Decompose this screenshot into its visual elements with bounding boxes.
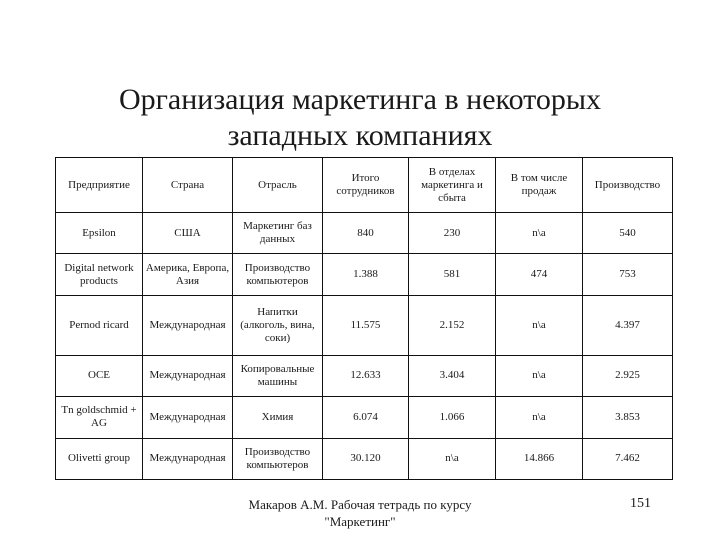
table-cell: 540 <box>583 213 673 254</box>
table-cell: Международная <box>143 355 233 396</box>
table-cell: 230 <box>409 213 496 254</box>
column-header: Итого сотрудников <box>323 158 409 213</box>
data-table-container <box>55 157 672 480</box>
table-row <box>56 295 673 355</box>
table-cell: Америка, Европа, Азия <box>143 254 233 295</box>
table-row <box>56 254 673 295</box>
table-cell: 2.925 <box>583 355 673 396</box>
table-row <box>56 397 673 438</box>
table-cell: Международная <box>143 397 233 438</box>
table-cell: Международная <box>143 295 233 355</box>
table-cell: 1.066 <box>409 397 496 438</box>
page-number: 151 <box>630 496 651 511</box>
column-header: В том числе продаж <box>496 158 583 213</box>
table-cell: Tn goldschmid + AG <box>56 397 143 438</box>
table-body <box>56 213 673 480</box>
column-header: В отделах маркетинга и сбыта <box>409 158 496 213</box>
table-cell: 6.074 <box>323 397 409 438</box>
table-header-row <box>56 158 673 213</box>
slide-title: Организация маркетинга в некоторых западных компаниях <box>118 83 602 153</box>
table-cell: 12.633 <box>323 355 409 396</box>
table-cell: Digital network products <box>56 254 143 295</box>
table-cell: 3.404 <box>409 355 496 396</box>
table-cell: 14.866 <box>496 438 583 479</box>
table-cell: Копировальные машины <box>233 355 323 396</box>
table-row <box>56 355 673 396</box>
table-cell: n\a <box>496 355 583 396</box>
table-cell: 753 <box>583 254 673 295</box>
table-cell: n\a <box>496 397 583 438</box>
table-cell: OCE <box>56 355 143 396</box>
table-cell: n\a <box>409 438 496 479</box>
table-row <box>56 438 673 479</box>
table-cell: 4.397 <box>583 295 673 355</box>
table-cell: Маркетинг баз данных <box>233 213 323 254</box>
column-header: Отрасль <box>233 158 323 213</box>
table-cell: Epsilon <box>56 213 143 254</box>
table-cell: Производство компьютеров <box>233 254 323 295</box>
table-cell: Химия <box>233 397 323 438</box>
table-cell: 581 <box>409 254 496 295</box>
table-cell: Международная <box>143 438 233 479</box>
data-table <box>55 157 673 480</box>
source-citation: Макаров А.М. Рабочая тетрадь по курсу "Маркетинг" <box>248 497 472 529</box>
table-cell: Напитки (алкоголь, вина, соки) <box>233 295 323 355</box>
table-cell: 3.853 <box>583 397 673 438</box>
table-cell: Olivetti group <box>56 438 143 479</box>
table-cell: США <box>143 213 233 254</box>
table-cell: 474 <box>496 254 583 295</box>
table-cell: n\a <box>496 295 583 355</box>
table-cell: 11.575 <box>323 295 409 355</box>
table-cell: 7.462 <box>583 438 673 479</box>
table-row <box>56 213 673 254</box>
table-cell: 2.152 <box>409 295 496 355</box>
column-header: Страна <box>143 158 233 213</box>
table-cell: n\a <box>496 213 583 254</box>
column-header: Производство <box>583 158 673 213</box>
table-cell: 30.120 <box>323 438 409 479</box>
column-header: Предприятие <box>56 158 143 213</box>
table-cell: Производство компьютеров <box>233 438 323 479</box>
table-cell: 1.388 <box>323 254 409 295</box>
table-cell: 840 <box>323 213 409 254</box>
table-cell: Pernod ricard <box>56 295 143 355</box>
